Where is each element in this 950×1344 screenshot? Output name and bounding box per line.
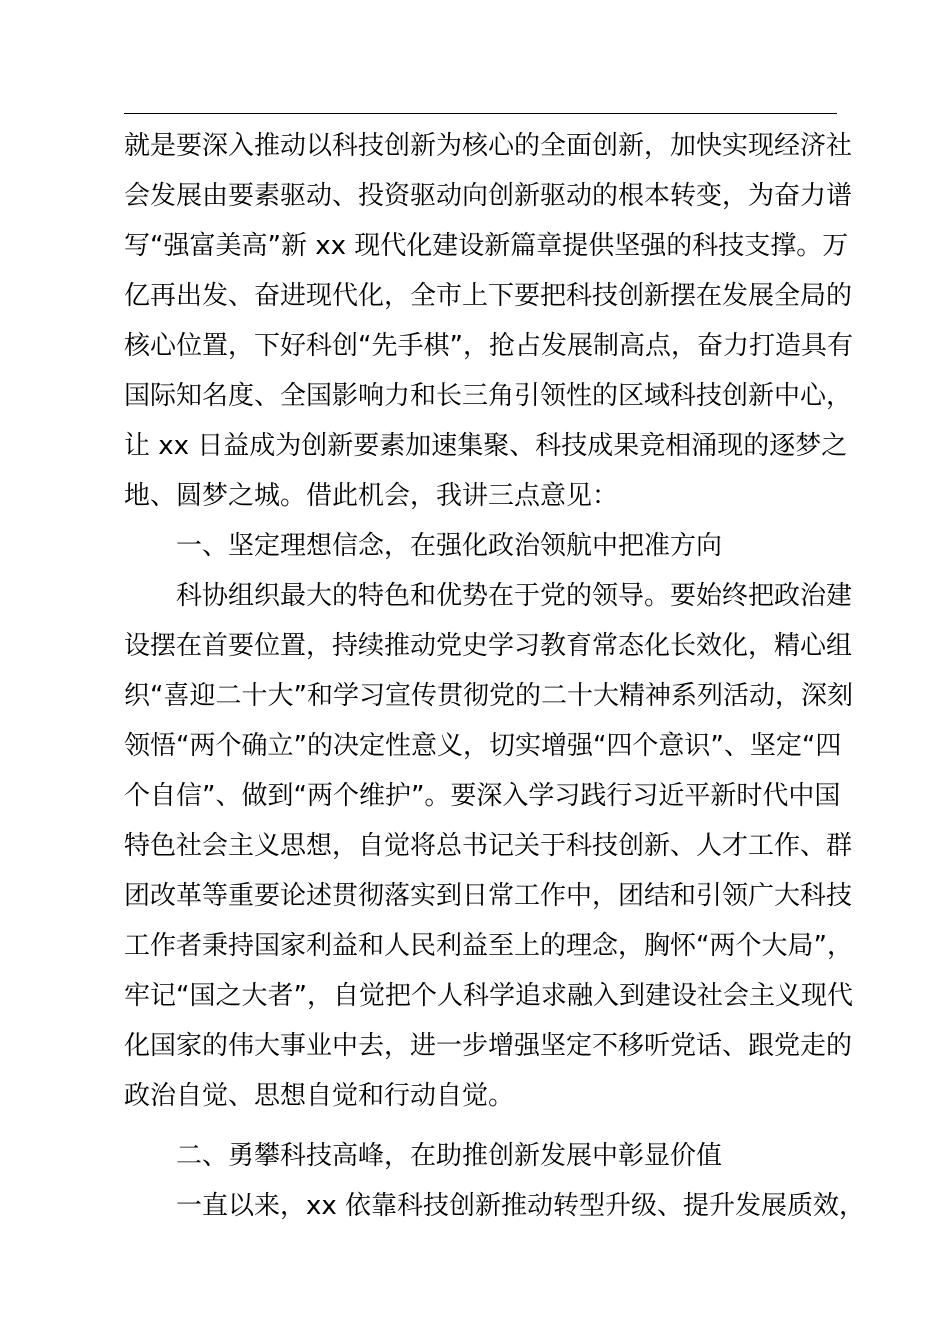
document-body — [124, 121, 866, 1231]
text-line: 让 xx 日益成为创新要素加速集聚、科技成果竞相涌现的逐梦之 — [124, 431, 848, 461]
text-line: 特色社会主义思想，自觉将总书记关于科技创新、人才工作、群 — [124, 831, 853, 861]
text-line: 科协组织最大的特色和优势在于党的领导。要始终把政治建 — [176, 581, 853, 611]
text-line: 一直以来，xx 依靠科技创新推动转型升级、提升发展质效， — [176, 1191, 866, 1221]
text-line: 领悟“两个确立”的决定性意义，切实增强“四个意识”、坚定“四 — [124, 731, 842, 761]
text-line: 政治自觉、思想自觉和行动自觉。 — [124, 1081, 515, 1111]
text-line: 核心位置，下好科创“先手棋”，抢占发展制高点，奋力打造具有 — [124, 331, 853, 361]
text-line: 化国家的伟大事业中去，进一步增强坚定不移听党话、跟党走的 — [124, 1031, 853, 1061]
text-line: 个自信”、做到“两个维护”。要深入学习践行习近平新时代中国 — [124, 781, 841, 811]
text-line: 织“喜迎二十大”和学习宣传贯彻党的二十大精神系列活动，深刻 — [124, 681, 853, 711]
text-line: 亿再出发、奋进现代化，全市上下要把科技创新摆在发展全局的 — [124, 281, 853, 311]
paragraph-gap — [124, 1121, 837, 1131]
text-line: 设摆在首要位置，持续推动党史学习教育常态化长效化，精心组 — [124, 631, 853, 661]
text-line: 二、勇攀科技高峰，在助推创新发展中彰显价值 — [176, 1141, 723, 1171]
text-line: 牢记“国之大者”，自觉把个人科学追求融入到建设社会主义现代 — [124, 981, 853, 1011]
text-line: 会发展由要素驱动、投资驱动向创新驱动的根本转变，为奋力谱 — [124, 181, 853, 211]
text-line: 写“强富美高”新 xx 现代化建设新篇章提供坚强的科技支撑。万 — [124, 231, 849, 261]
text-line: 团改革等重要论述贯彻落实到日常工作中，团结和引领广大科技 — [124, 881, 853, 911]
text-line: 地、圆梦之城。借此机会，我讲三点意见： — [124, 481, 619, 511]
text-line: 就是要深入推动以科技创新为核心的全面创新，加快实现经济社 — [124, 131, 853, 161]
header-rule — [124, 113, 837, 114]
text-line: 国际知名度、全国影响力和长三角引领性的区域科技创新中心， — [124, 381, 853, 411]
text-line: 一、坚定理想信念，在强化政治领航中把准方向 — [176, 531, 723, 561]
text-line: 工作者秉持国家利益和人民利益至上的理念，胸怀“两个大局”， — [124, 931, 853, 961]
